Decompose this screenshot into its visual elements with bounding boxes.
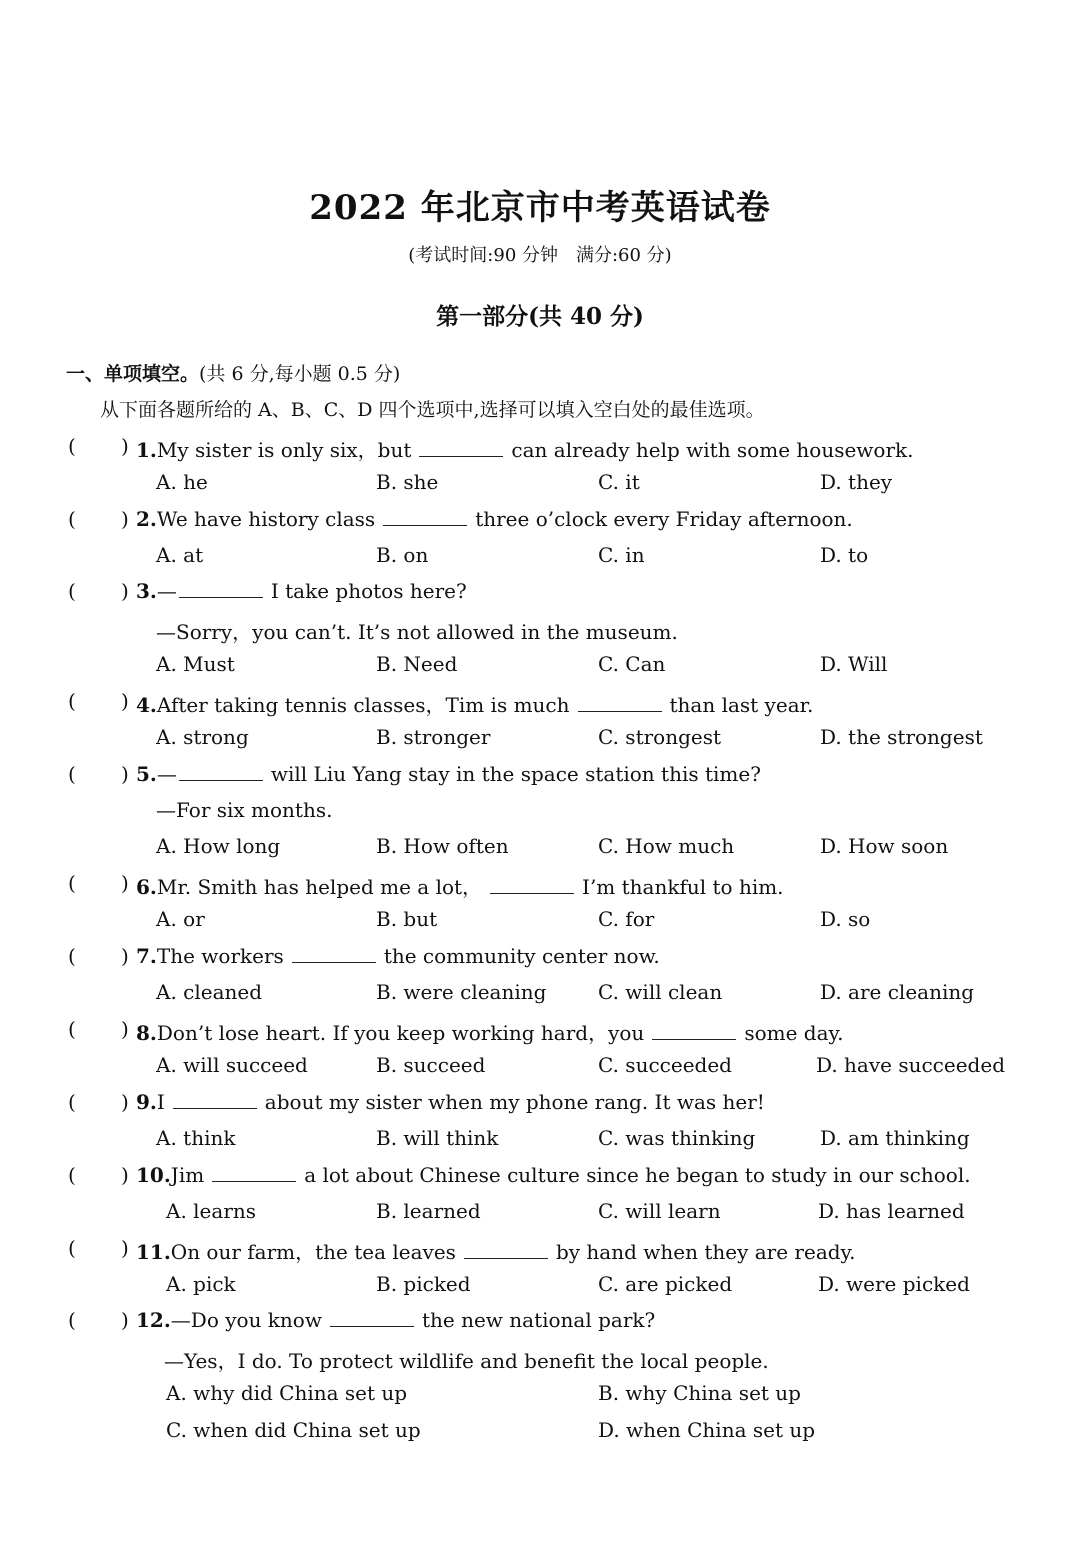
fill-blank bbox=[179, 579, 263, 598]
answer-bracket-close: ) bbox=[121, 689, 129, 713]
fill-blank bbox=[464, 1240, 548, 1259]
option-c: C. was thinking bbox=[598, 1126, 756, 1150]
option-b: B. Need bbox=[376, 652, 458, 676]
fill-blank bbox=[179, 762, 263, 781]
answer-bracket-close: ) bbox=[121, 507, 129, 531]
stem-text: I bbox=[156, 1090, 165, 1114]
fill-blank bbox=[383, 507, 467, 526]
answer-bracket-open: ( bbox=[68, 689, 76, 713]
stem-text: about my sister when my phone rang. It was her! bbox=[264, 1090, 765, 1114]
option-b: B. picked bbox=[376, 1272, 471, 1296]
option-d: D. have succeeded bbox=[816, 1053, 1005, 1077]
option-d: D. were picked bbox=[818, 1272, 970, 1296]
fill-blank bbox=[292, 944, 376, 963]
stem-text: than last year. bbox=[669, 693, 814, 717]
question-stem bbox=[136, 689, 813, 718]
question-number: 3. bbox=[136, 579, 157, 603]
answer-bracket-close: ) bbox=[121, 944, 129, 968]
section-title: 一、单项填空。 bbox=[66, 363, 200, 385]
question-stem bbox=[136, 1090, 765, 1114]
option-d: D. How soon bbox=[820, 834, 949, 858]
option-d: D. when China set up bbox=[598, 1418, 816, 1442]
stem-text: by hand when they are ready. bbox=[555, 1240, 856, 1264]
option-b: B. she bbox=[376, 470, 439, 494]
dialogue-reply: —Sorry，you can’t. It’s not allowed in the museum. bbox=[156, 620, 678, 644]
stem-text: the community center now. bbox=[383, 944, 660, 968]
stem-text: On our farm，the tea leaves bbox=[170, 1240, 456, 1264]
option-a: A. learns bbox=[166, 1199, 257, 1223]
stem-text: My sister is only six，but bbox=[156, 438, 412, 462]
fill-blank bbox=[212, 1163, 296, 1182]
dialogue-reply: —Yes，I do. To protect wildlife and benefit the local people. bbox=[164, 1349, 769, 1373]
answer-bracket-open: ( bbox=[68, 1163, 76, 1187]
answer-bracket-open: ( bbox=[68, 944, 76, 968]
question-number: 10. bbox=[136, 1163, 171, 1187]
question-number: 4. bbox=[136, 693, 157, 717]
option-b: B. why China set up bbox=[598, 1381, 801, 1405]
option-d: D. to bbox=[820, 543, 869, 567]
option-b: B. but bbox=[376, 907, 438, 931]
fill-blank bbox=[578, 693, 662, 712]
stem-text: The workers bbox=[156, 944, 284, 968]
question-stem bbox=[136, 1017, 844, 1046]
option-a: A. at bbox=[156, 543, 204, 567]
answer-bracket-open: ( bbox=[68, 762, 76, 786]
answer-bracket-open: ( bbox=[68, 1236, 76, 1260]
option-d: D. so bbox=[820, 907, 871, 931]
option-c: C. are picked bbox=[598, 1272, 733, 1296]
answer-bracket-close: ) bbox=[121, 1017, 129, 1041]
stem-text: — bbox=[156, 762, 177, 786]
fill-blank bbox=[490, 875, 574, 894]
option-b: B. learned bbox=[376, 1199, 481, 1223]
option-c: C. will learn bbox=[598, 1199, 721, 1223]
answer-bracket-close: ) bbox=[121, 579, 129, 603]
option-b: B. on bbox=[376, 543, 429, 567]
option-d: D. they bbox=[820, 470, 893, 494]
option-c: C. when did China set up bbox=[166, 1418, 421, 1442]
question-stem bbox=[136, 871, 784, 900]
stem-text: three o’clock every Friday afternoon. bbox=[475, 507, 853, 531]
answer-bracket-open: ( bbox=[68, 507, 76, 531]
stem-text: We have history class bbox=[156, 507, 376, 531]
stem-text: a lot about Chinese culture since he began to study in our school. bbox=[304, 1163, 971, 1187]
answer-bracket-open: ( bbox=[68, 1017, 76, 1041]
answer-bracket-close: ) bbox=[121, 871, 129, 895]
answer-bracket-close: ) bbox=[121, 1163, 129, 1187]
answer-bracket-close: ) bbox=[121, 1236, 129, 1260]
option-a: A. why did China set up bbox=[166, 1381, 408, 1405]
option-c: C. Can bbox=[598, 652, 666, 676]
section-instruction: 从下面各题所给的 A、B、C、D 四个选项中,选择可以填入空白处的最佳选项。 bbox=[100, 399, 765, 421]
answer-bracket-open: ( bbox=[68, 1308, 76, 1332]
question-stem bbox=[136, 579, 467, 603]
option-c: C. it bbox=[598, 470, 640, 494]
option-b: B. How often bbox=[376, 834, 509, 858]
question-number: 7. bbox=[136, 944, 157, 968]
answer-bracket-close: ) bbox=[121, 434, 129, 458]
option-c: C. in bbox=[598, 543, 645, 567]
part-heading: 第一部分(共 40 分) bbox=[436, 303, 644, 330]
fill-blank bbox=[330, 1308, 414, 1327]
section-score-note: (共 6 分,每小题 0.5 分) bbox=[199, 363, 401, 385]
question-number: 5. bbox=[136, 762, 157, 786]
question-stem bbox=[136, 944, 660, 968]
option-c: C. will clean bbox=[598, 980, 723, 1004]
option-b: B. stronger bbox=[376, 725, 491, 749]
stem-text: —Do you know bbox=[170, 1308, 322, 1332]
question-number: 11. bbox=[136, 1240, 171, 1264]
exam-info: (考试时间:90 分钟 满分:60 分) bbox=[408, 245, 672, 266]
option-a: A. cleaned bbox=[156, 980, 263, 1004]
question-stem bbox=[136, 507, 853, 531]
question-number: 2. bbox=[136, 507, 157, 531]
question-number: 1. bbox=[136, 438, 157, 462]
stem-text: can already help with some housework. bbox=[511, 438, 914, 462]
question-stem bbox=[136, 762, 761, 786]
answer-bracket-open: ( bbox=[68, 871, 76, 895]
stem-text: Mr. Smith has helped me a lot， bbox=[156, 875, 483, 899]
question-number: 9. bbox=[136, 1090, 157, 1114]
option-a: A. think bbox=[156, 1126, 236, 1150]
stem-text: will Liu Yang stay in the space station this time? bbox=[270, 762, 761, 786]
stem-text: the new national park? bbox=[421, 1308, 656, 1332]
option-c: C. How much bbox=[598, 834, 735, 858]
fill-blank bbox=[652, 1021, 736, 1040]
question-stem bbox=[136, 434, 914, 463]
option-d: D. are cleaning bbox=[820, 980, 975, 1004]
option-b: B. succeed bbox=[376, 1053, 486, 1077]
answer-bracket-close: ) bbox=[121, 1308, 129, 1332]
answer-bracket-open: ( bbox=[68, 579, 76, 603]
stem-text: I’m thankful to him. bbox=[582, 875, 784, 899]
option-d: D. am thinking bbox=[820, 1126, 970, 1150]
option-a: A. will succeed bbox=[156, 1053, 308, 1077]
answer-bracket-open: ( bbox=[68, 1090, 76, 1114]
stem-text: — bbox=[156, 579, 177, 603]
question-stem bbox=[136, 1308, 655, 1332]
option-c: C. strongest bbox=[598, 725, 722, 749]
option-d: D. Will bbox=[820, 652, 888, 676]
option-d: D. has learned bbox=[818, 1199, 965, 1223]
option-a: A. pick bbox=[166, 1272, 236, 1296]
option-d: D. the strongest bbox=[820, 725, 983, 749]
option-c: C. for bbox=[598, 907, 655, 931]
fill-blank bbox=[173, 1090, 257, 1109]
section-heading bbox=[66, 359, 400, 386]
option-c: C. succeeded bbox=[598, 1053, 732, 1077]
answer-bracket-close: ) bbox=[121, 1090, 129, 1114]
answer-bracket-open: ( bbox=[68, 434, 76, 458]
option-a: A. How long bbox=[156, 834, 281, 858]
page-title: 2022 年北京市中考英语试卷 bbox=[309, 188, 771, 228]
option-a: A. strong bbox=[156, 725, 249, 749]
option-a: A. Must bbox=[156, 652, 235, 676]
dialogue-reply: —For six months. bbox=[156, 798, 333, 822]
stem-text: some day. bbox=[744, 1021, 844, 1045]
option-a: A. he bbox=[156, 470, 208, 494]
question-number: 6. bbox=[136, 875, 157, 899]
stem-text: I take photos here? bbox=[270, 579, 467, 603]
fill-blank bbox=[419, 438, 503, 457]
question-number: 8. bbox=[136, 1021, 157, 1045]
option-a: A. or bbox=[156, 907, 205, 931]
stem-text: Jim bbox=[170, 1163, 205, 1187]
answer-bracket-close: ) bbox=[121, 762, 129, 786]
stem-text: After taking tennis classes，Tim is much bbox=[156, 693, 570, 717]
question-number: 12. bbox=[136, 1308, 171, 1332]
option-b: B. were cleaning bbox=[376, 980, 547, 1004]
option-b: B. will think bbox=[376, 1126, 499, 1150]
question-stem bbox=[136, 1236, 856, 1265]
stem-text: Don’t lose heart. If you keep working hard，you bbox=[156, 1021, 645, 1045]
question-stem bbox=[136, 1163, 971, 1187]
